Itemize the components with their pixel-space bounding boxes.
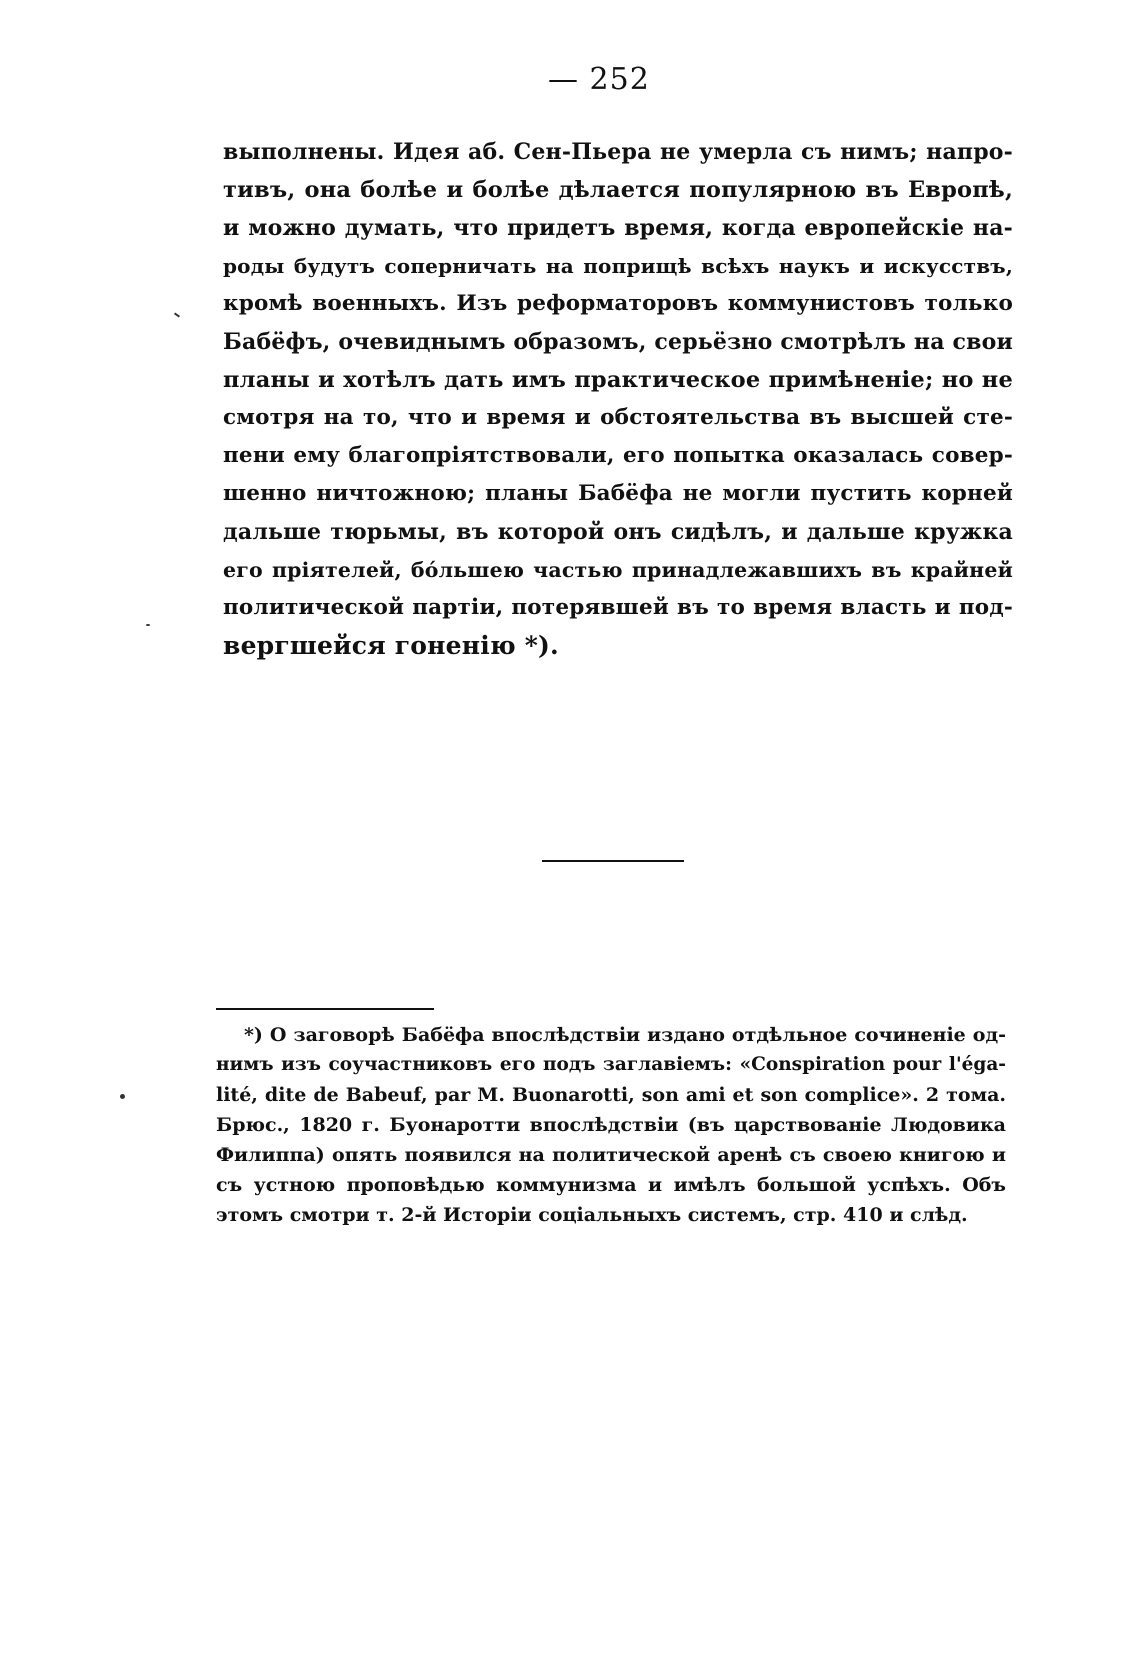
body-line: смотря на то, что и время и обстоятельства въ высшей сте- bbox=[223, 405, 1013, 430]
body-line: дальше тюрьмы, въ которой онъ сидѣлъ, и дальше кружка bbox=[223, 519, 1013, 545]
footnote-line: съ устною проповѣдью коммунизма и имѣлъ большой успѣхъ. Объ bbox=[216, 1174, 1006, 1196]
scan-speck bbox=[120, 1094, 125, 1099]
body-paragraph bbox=[223, 133, 1013, 665]
footnote-line: этомъ смотри т. 2-й Исторіи соціальныхъ системъ, стр. 410 и слѣд. bbox=[216, 1204, 968, 1226]
section-separator-rule bbox=[542, 860, 684, 862]
body-line: политической партіи, потерявшей въ то время власть и под- bbox=[223, 595, 1013, 620]
page-number: — 252 bbox=[548, 62, 650, 97]
body-line: Бабёфъ, очевиднымъ образомъ, серьёзно смотрѣлъ на свои bbox=[223, 329, 1013, 355]
body-line: выполнены. Идея аб. Сен-Пьера не умерла съ нимъ; напро- bbox=[223, 139, 1013, 165]
footnote-rule bbox=[216, 1008, 434, 1010]
body-line: кромѣ военныхъ. Изъ реформаторовъ коммунистовъ только bbox=[223, 291, 1013, 316]
body-line: вергшейся гоненію *). bbox=[223, 631, 559, 660]
scan-speck bbox=[146, 624, 150, 626]
footnote-line: lité, dite de Babeuf, par M. Buonarotti, son ami et son complice». 2 тома. bbox=[216, 1084, 1006, 1106]
body-line: его пріятелей, бо́льшею частью принадлежавшихъ въ крайней bbox=[223, 558, 1013, 582]
footnote-line: *) О заговорѣ Бабёфа впослѣдствіи издано отдѣльное сочиненіе од- bbox=[244, 1024, 1006, 1046]
body-line: тивъ, она болѣе и болѣе дѣлается популярною въ Европѣ, bbox=[223, 177, 1013, 203]
body-line: шенно ничтожною; планы Бабёфа не могли пустить корней bbox=[223, 481, 1013, 506]
footnote-line: Брюс., 1820 г. Буонаротти впослѣдствіи (въ царствованіе Людовика bbox=[216, 1114, 1006, 1136]
body-line: планы и хотѣлъ дать имъ практическое примѣненіе; но не bbox=[223, 367, 1013, 393]
scan-speck bbox=[174, 312, 180, 317]
footnote bbox=[216, 1020, 1006, 1230]
footnote-line: Филиппа) опять появился на политической аренѣ съ своею книгою и bbox=[216, 1144, 1006, 1166]
body-line: роды будутъ соперничать на поприщѣ всѣхъ наукъ и искусствъ, bbox=[223, 254, 1013, 278]
body-line: и можно думать, что придетъ время, когда европейскіе на- bbox=[223, 215, 1013, 241]
body-line: пени ему благопріятствовали, его попытка оказалась совер- bbox=[223, 443, 1013, 468]
footnote-line: нимъ изъ соучастниковъ его подъ заглавіемъ: «Conspiration pour l'éga- bbox=[216, 1054, 1006, 1075]
